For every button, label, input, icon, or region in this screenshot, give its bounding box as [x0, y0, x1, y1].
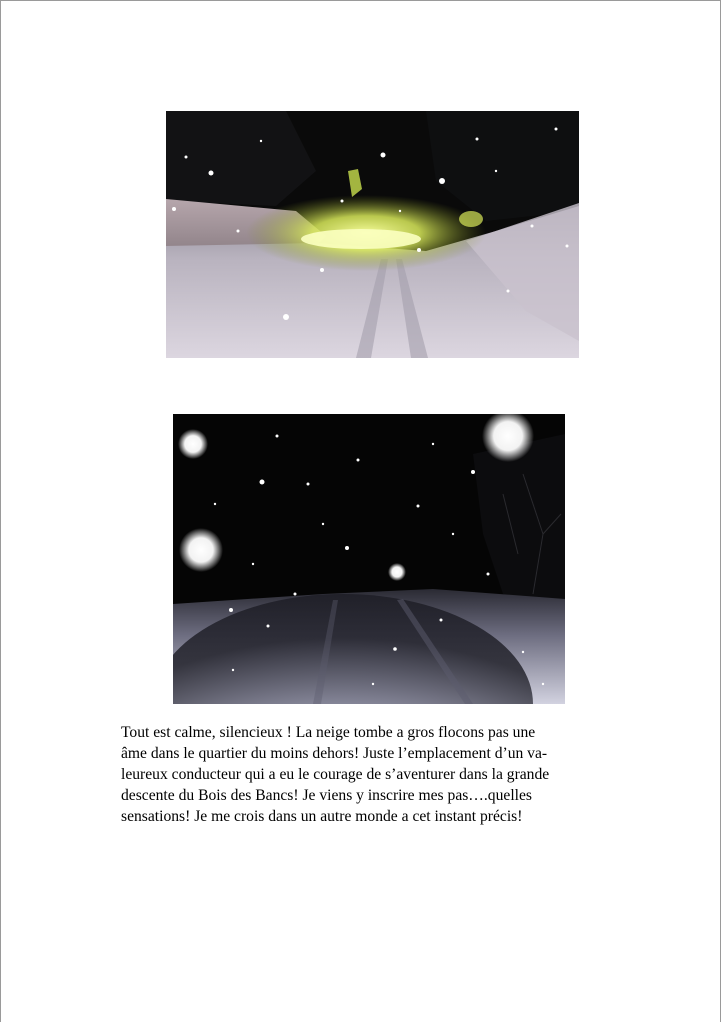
caption-line: sensations! Je me crois dans un autre monde a cet instant précis!	[121, 808, 523, 825]
night-snow-road-photo	[166, 111, 579, 358]
night-snow-road-headlights-photo-icon	[166, 111, 579, 358]
night-snowfall-photo	[173, 414, 565, 704]
night-snowfall-street-lamps-photo-icon	[173, 414, 565, 704]
caption-line: Tout est calme, silencieux ! La neige tombe a gros flocons pas une	[121, 724, 536, 741]
caption-paragraph	[121, 722, 591, 827]
caption-line: descente du Bois des Bancs! Je viens y inscrire mes pas….quelles	[121, 787, 532, 804]
caption-line: âme dans le quartier du moins dehors! Juste l’emplacement d’un va-	[121, 745, 548, 762]
caption-line: leureux conducteur qui a eu le courage de s’aventurer dans la grande	[121, 766, 550, 783]
